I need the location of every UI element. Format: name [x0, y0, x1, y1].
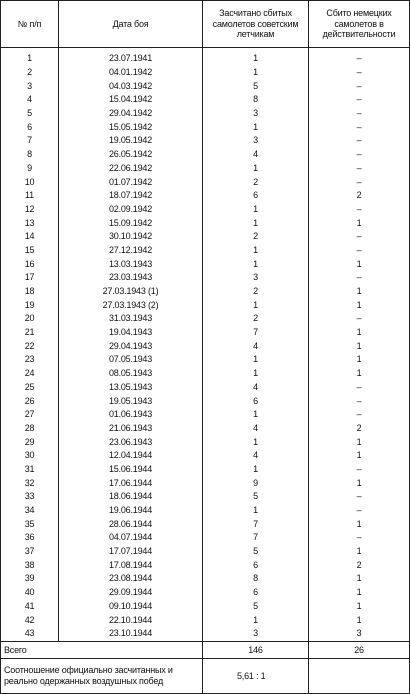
- row-credited: 4: [203, 381, 309, 395]
- row-date: 04.01.1942: [59, 66, 203, 80]
- row-actual: 1: [309, 339, 410, 353]
- row-date: 15.05.1942: [59, 120, 203, 134]
- row-number: 40: [1, 586, 59, 600]
- row-credited: 9: [203, 476, 309, 490]
- row-date: 07.05.1943: [59, 353, 203, 367]
- table-row: [1, 79, 410, 93]
- row-actual: 1: [309, 517, 410, 531]
- ratio-value: 5,61 : 1: [203, 658, 309, 693]
- row-date: 29.09.1944: [59, 586, 203, 600]
- table-header-row: [1, 1, 410, 48]
- row-actual: –: [309, 175, 410, 189]
- row-credited: 1: [203, 463, 309, 477]
- row-date: 29.04.1942: [59, 107, 203, 121]
- row-number: 3: [1, 79, 59, 93]
- table-row: [1, 230, 410, 244]
- table-row: [1, 435, 410, 449]
- row-number: 5: [1, 107, 59, 121]
- table-row: [1, 148, 410, 162]
- row-date: 23.07.1941: [59, 52, 203, 66]
- row-credited: 4: [203, 339, 309, 353]
- table-row: [1, 203, 410, 217]
- row-actual: –: [309, 79, 410, 93]
- row-credited: 5: [203, 600, 309, 614]
- header-actual: Сбито немецких самолетов в действительности: [309, 1, 410, 48]
- row-credited: 8: [203, 572, 309, 586]
- table-row: [1, 476, 410, 490]
- table-row: [1, 504, 410, 518]
- ratio-row: [1, 658, 410, 693]
- row-number: 16: [1, 257, 59, 271]
- row-credited: 1: [203, 298, 309, 312]
- row-actual: –: [309, 134, 410, 148]
- table-row: [1, 613, 410, 627]
- table-row: [1, 298, 410, 312]
- row-actual: 1: [309, 353, 410, 367]
- table-row: [1, 134, 410, 148]
- row-actual: –: [309, 66, 410, 80]
- row-actual: –: [309, 52, 410, 66]
- table-row: [1, 120, 410, 134]
- row-actual: 1: [309, 367, 410, 381]
- row-date: 02.09.1942: [59, 203, 203, 217]
- table-row: [1, 558, 410, 572]
- row-actual: –: [309, 93, 410, 107]
- table-row: [1, 381, 410, 395]
- row-number: 12: [1, 203, 59, 217]
- row-number: 25: [1, 381, 59, 395]
- row-date: 18.07.1942: [59, 189, 203, 203]
- row-number: 15: [1, 244, 59, 258]
- row-credited: 7: [203, 326, 309, 340]
- row-date: 22.06.1942: [59, 162, 203, 176]
- row-actual: –: [309, 531, 410, 545]
- row-date: 31.03.1943: [59, 312, 203, 326]
- row-credited: 1: [203, 52, 309, 66]
- row-number: 6: [1, 120, 59, 134]
- row-credited: 1: [203, 408, 309, 422]
- row-number: 7: [1, 134, 59, 148]
- row-credited: 2: [203, 230, 309, 244]
- row-date: 27.12.1942: [59, 244, 203, 258]
- table-row: [1, 312, 410, 326]
- row-date: 12.04.1944: [59, 449, 203, 463]
- row-number: 14: [1, 230, 59, 244]
- row-number: 2: [1, 66, 59, 80]
- row-credited: 3: [203, 627, 309, 641]
- row-credited: 6: [203, 586, 309, 600]
- row-date: 15.09.1942: [59, 216, 203, 230]
- row-number: 31: [1, 463, 59, 477]
- row-number: 24: [1, 367, 59, 381]
- row-credited: 1: [203, 613, 309, 627]
- row-number: 8: [1, 148, 59, 162]
- row-date: 30.10.1942: [59, 230, 203, 244]
- table-row: [1, 600, 410, 614]
- row-actual: 1: [309, 326, 410, 340]
- table-row: [1, 408, 410, 422]
- row-number: 29: [1, 435, 59, 449]
- row-date: 17.07.1944: [59, 545, 203, 559]
- row-date: 21.06.1943: [59, 422, 203, 436]
- table-row: [1, 449, 410, 463]
- row-credited: 1: [203, 353, 309, 367]
- row-credited: 1: [203, 216, 309, 230]
- row-number: 19: [1, 298, 59, 312]
- row-credited: 3: [203, 107, 309, 121]
- row-credited: 3: [203, 134, 309, 148]
- row-credited: 1: [203, 435, 309, 449]
- row-actual: –: [309, 107, 410, 121]
- total-credited: 146: [203, 641, 309, 658]
- row-date: 09.10.1944: [59, 600, 203, 614]
- row-number: 20: [1, 312, 59, 326]
- row-number: 39: [1, 572, 59, 586]
- table-row: [1, 517, 410, 531]
- row-number: 37: [1, 545, 59, 559]
- row-actual: 1: [309, 572, 410, 586]
- row-date: 19.04.1943: [59, 326, 203, 340]
- row-credited: 6: [203, 189, 309, 203]
- row-actual: 1: [309, 545, 410, 559]
- row-credited: 4: [203, 449, 309, 463]
- table-row: [1, 490, 410, 504]
- row-credited: 1: [203, 203, 309, 217]
- row-credited: 7: [203, 517, 309, 531]
- row-number: 34: [1, 504, 59, 518]
- row-actual: –: [309, 463, 410, 477]
- table-row: [1, 189, 410, 203]
- row-number: 43: [1, 627, 59, 641]
- total-label: Всего: [1, 641, 203, 658]
- row-number: 4: [1, 93, 59, 107]
- table-row: [1, 66, 410, 80]
- row-date: 18.06.1944: [59, 490, 203, 504]
- row-credited: 3: [203, 271, 309, 285]
- row-actual: –: [309, 271, 410, 285]
- total-actual: 26: [309, 641, 410, 658]
- table-row: [1, 367, 410, 381]
- ratio-label: Соотношение официально засчитанных и реально одержанных воздушных побед: [1, 658, 203, 693]
- row-credited: 1: [203, 162, 309, 176]
- row-actual: –: [309, 408, 410, 422]
- row-credited: 2: [203, 175, 309, 189]
- row-actual: 1: [309, 216, 410, 230]
- row-actual: –: [309, 162, 410, 176]
- row-credited: 2: [203, 312, 309, 326]
- row-actual: –: [309, 120, 410, 134]
- ratio-empty: [309, 658, 410, 693]
- table-row: [1, 422, 410, 436]
- table-row: [1, 257, 410, 271]
- row-date: 22.10.1944: [59, 613, 203, 627]
- total-row: [1, 641, 410, 658]
- row-actual: –: [309, 381, 410, 395]
- row-number: 10: [1, 175, 59, 189]
- row-number: 35: [1, 517, 59, 531]
- row-date: 08.05.1943: [59, 367, 203, 381]
- row-credited: 1: [203, 120, 309, 134]
- row-credited: 1: [203, 66, 309, 80]
- row-credited: 1: [203, 504, 309, 518]
- row-number: 22: [1, 339, 59, 353]
- table-row: [1, 545, 410, 559]
- table-row: [1, 285, 410, 299]
- row-date: 04.07.1944: [59, 531, 203, 545]
- row-date: 01.07.1942: [59, 175, 203, 189]
- row-date: 01.06.1943: [59, 408, 203, 422]
- row-credited: 4: [203, 422, 309, 436]
- row-date: 27.03.1943 (2): [59, 298, 203, 312]
- row-date: 15.06.1944: [59, 463, 203, 477]
- table-row: [1, 107, 410, 121]
- row-actual: –: [309, 230, 410, 244]
- table-row: [1, 216, 410, 230]
- row-credited: 6: [203, 558, 309, 572]
- row-credited: 5: [203, 79, 309, 93]
- row-credited: 5: [203, 490, 309, 504]
- row-number: 9: [1, 162, 59, 176]
- table-row: [1, 627, 410, 641]
- row-number: 38: [1, 558, 59, 572]
- row-credited: 1: [203, 244, 309, 258]
- row-actual: –: [309, 394, 410, 408]
- row-actual: –: [309, 148, 410, 162]
- row-date: 23.06.1943: [59, 435, 203, 449]
- table-row: [1, 52, 410, 66]
- row-date: 23.10.1944: [59, 627, 203, 641]
- row-number: 18: [1, 285, 59, 299]
- table-row: [1, 339, 410, 353]
- row-credited: 8: [203, 93, 309, 107]
- table-row: [1, 572, 410, 586]
- row-credited: 5: [203, 545, 309, 559]
- row-date: 19.06.1944: [59, 504, 203, 518]
- row-actual: –: [309, 490, 410, 504]
- table-row: [1, 586, 410, 600]
- row-date: 26.05.1942: [59, 148, 203, 162]
- row-number: 32: [1, 476, 59, 490]
- row-date: 19.05.1942: [59, 134, 203, 148]
- table-row: [1, 531, 410, 545]
- row-date: 13.05.1943: [59, 381, 203, 395]
- row-actual: 3: [309, 627, 410, 641]
- row-date: 27.03.1943 (1): [59, 285, 203, 299]
- row-actual: 1: [309, 476, 410, 490]
- row-number: 30: [1, 449, 59, 463]
- row-credited: 7: [203, 531, 309, 545]
- row-actual: 1: [309, 449, 410, 463]
- table-row: [1, 353, 410, 367]
- row-date: 17.08.1944: [59, 558, 203, 572]
- row-date: 29.04.1943: [59, 339, 203, 353]
- row-actual: –: [309, 312, 410, 326]
- row-actual: 1: [309, 586, 410, 600]
- header-date: Дата боя: [59, 1, 203, 48]
- row-date: 04.03.1942: [59, 79, 203, 93]
- row-credited: 4: [203, 148, 309, 162]
- table-row: [1, 463, 410, 477]
- row-actual: 1: [309, 613, 410, 627]
- row-number: 41: [1, 600, 59, 614]
- table-row: [1, 394, 410, 408]
- row-actual: 2: [309, 558, 410, 572]
- table-row: [1, 162, 410, 176]
- table-row: [1, 271, 410, 285]
- row-credited: 2: [203, 285, 309, 299]
- row-number: 11: [1, 189, 59, 203]
- row-number: 13: [1, 216, 59, 230]
- row-actual: 1: [309, 600, 410, 614]
- row-credited: 6: [203, 394, 309, 408]
- row-number: 23: [1, 353, 59, 367]
- row-actual: –: [309, 504, 410, 518]
- row-date: 28.06.1944: [59, 517, 203, 531]
- row-number: 42: [1, 613, 59, 627]
- row-date: 17.06.1944: [59, 476, 203, 490]
- row-number: 1: [1, 52, 59, 66]
- row-date: 23.08.1944: [59, 572, 203, 586]
- row-number: 26: [1, 394, 59, 408]
- row-number: 17: [1, 271, 59, 285]
- row-number: 21: [1, 326, 59, 340]
- row-date: 13.03.1943: [59, 257, 203, 271]
- row-credited: 1: [203, 367, 309, 381]
- row-actual: 1: [309, 285, 410, 299]
- row-actual: 2: [309, 189, 410, 203]
- header-credited: Засчитано сбитых самолетов советским летчикам: [203, 1, 309, 48]
- header-number: № п/п: [1, 1, 59, 48]
- row-number: 27: [1, 408, 59, 422]
- row-actual: 1: [309, 435, 410, 449]
- row-number: 28: [1, 422, 59, 436]
- row-credited: 1: [203, 257, 309, 271]
- row-date: 19.05.1943: [59, 394, 203, 408]
- row-number: 36: [1, 531, 59, 545]
- table-row: [1, 93, 410, 107]
- row-date: 23.03.1943: [59, 271, 203, 285]
- table-row: [1, 175, 410, 189]
- row-actual: 1: [309, 257, 410, 271]
- row-actual: –: [309, 244, 410, 258]
- row-actual: 2: [309, 422, 410, 436]
- row-actual: –: [309, 203, 410, 217]
- row-actual: 1: [309, 298, 410, 312]
- row-number: 33: [1, 490, 59, 504]
- table-row: [1, 326, 410, 340]
- table-row: [1, 244, 410, 258]
- row-date: 15.04.1942: [59, 93, 203, 107]
